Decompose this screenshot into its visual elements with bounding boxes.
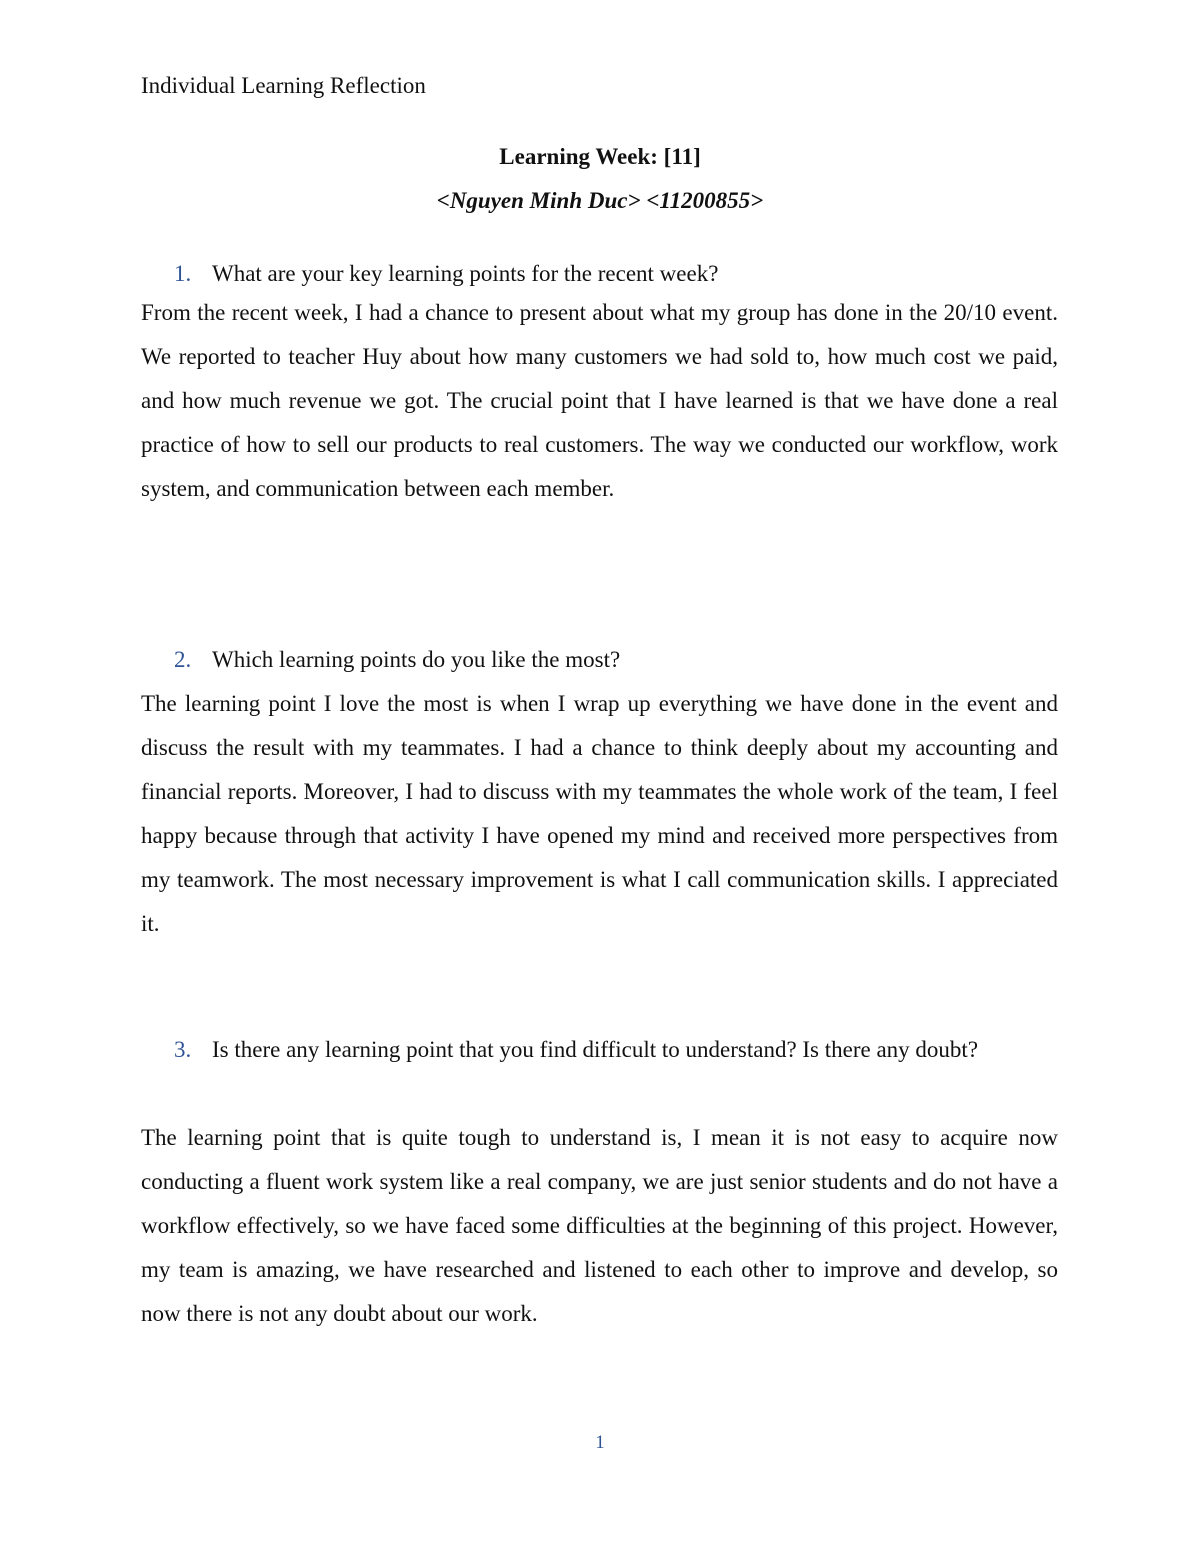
- question-number: 3.: [174, 1037, 192, 1062]
- answer-3: The learning point that is quite tough to understand is, I mean it is not easy to acquire now conducting a fluent work system like a real company, we are just senior students and do not have a workflow effectively, so we have faced some difficulties at the beginning of this project. However, my team is amazing, we have researched and listened to each other to improve and develop, so now there is not any doubt about our work.: [141, 1125, 1058, 1326]
- question-2: [141, 638, 1058, 682]
- question-number: 2.: [174, 647, 192, 672]
- document-header: Individual Learning Reflection: [141, 73, 426, 98]
- question-text: What are your key learning points for the recent week?: [212, 261, 719, 286]
- answer-2: The learning point I love the most is when I wrap up everything we have done in the event and discuss the result with my teammates. I had a chance to think deeply about my accounting and financial reports. Moreover, I had to discuss with my teammates the whole work of the team, I feel happy because through that activity I have opened my mind and received more perspectives from my teamwork. The most necessary improvement is what I call communication skills. I appreciated it.: [141, 691, 1058, 936]
- question-3: [141, 1028, 1058, 1072]
- question-text: Is there any learning point that you find difficult to understand? Is there any doubt?: [212, 1037, 979, 1062]
- author-line: <Nguyen Minh Duc> <11200855>: [436, 188, 764, 213]
- answer-1: From the recent week, I had a chance to present about what my group has done in the 20/10 event. We reported to teacher Huy about how many customers we had sold to, how much cost we paid, and how much revenue we got. The crucial point that I have learned is that we have done a real practice of how to sell our products to real customers. The way we conducted our workflow, work system, and communication between each member.: [141, 300, 1058, 501]
- learning-week-title: Learning Week: [11]: [499, 144, 701, 169]
- question-number: 1.: [174, 261, 192, 286]
- question-1: [141, 252, 1058, 296]
- page-number: 1: [595, 1432, 605, 1453]
- question-text: Which learning points do you like the most?: [212, 647, 621, 672]
